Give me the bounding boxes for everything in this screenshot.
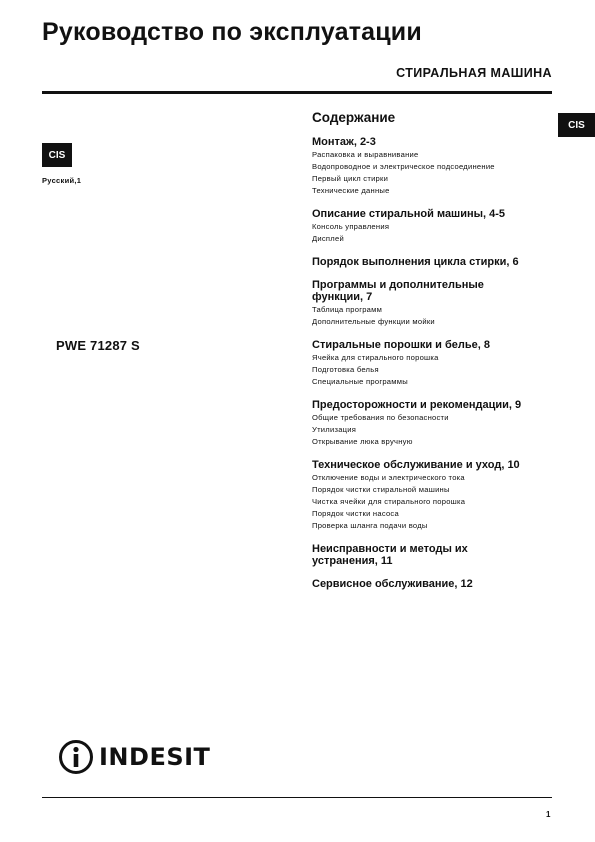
toc-section-title[interactable]: Монтаж, 2-3 bbox=[312, 136, 376, 148]
region-tab: CIS bbox=[558, 113, 595, 137]
toc-subitem[interactable]: Консоль управления bbox=[312, 222, 390, 231]
toc-subitem-list bbox=[312, 352, 562, 388]
table-of-contents bbox=[312, 110, 562, 601]
toc-subitem-list bbox=[312, 221, 562, 245]
toc-section bbox=[312, 459, 562, 532]
footer-divider bbox=[42, 797, 552, 798]
toc-subitem[interactable]: Отключение воды и электрического тока bbox=[312, 473, 465, 482]
toc-sections bbox=[312, 136, 562, 590]
toc-subitem[interactable]: Таблица программ bbox=[312, 305, 383, 314]
toc-subitem-list bbox=[312, 412, 562, 448]
toc-section bbox=[312, 136, 562, 197]
toc-section bbox=[312, 279, 562, 328]
toc-section-title[interactable]: Программы и дополнительные функции, 7 bbox=[312, 279, 484, 303]
toc-heading: Содержание bbox=[312, 110, 396, 125]
page-title: Руководство по эксплуатации bbox=[42, 18, 422, 46]
brand-name: INDESIT bbox=[99, 743, 211, 771]
toc-subitem-list bbox=[312, 304, 562, 328]
toc-subitem[interactable]: Чистка ячейки для стирального порошка bbox=[312, 497, 466, 506]
toc-subitem[interactable]: Дополнительные функции мойки bbox=[312, 317, 435, 326]
toc-subitem[interactable]: Распаковка и выравнивание bbox=[312, 150, 419, 159]
toc-section bbox=[312, 256, 562, 268]
toc-section bbox=[312, 578, 562, 590]
language-label: Русский,1 bbox=[42, 176, 82, 185]
toc-section bbox=[312, 208, 562, 245]
toc-subitem-list bbox=[312, 149, 562, 197]
toc-subitem[interactable]: Дисплей bbox=[312, 234, 344, 243]
toc-subitem[interactable]: Порядок чистки насоса bbox=[312, 509, 399, 518]
toc-subitem-list bbox=[312, 472, 562, 532]
toc-subitem[interactable]: Подготовка белья bbox=[312, 365, 379, 374]
toc-section-title[interactable]: Предосторожности и рекомендации, 9 bbox=[312, 399, 522, 411]
toc-section-title[interactable]: Порядок выполнения цикла стирки, 6 bbox=[312, 256, 519, 268]
toc-section bbox=[312, 339, 562, 388]
toc-section bbox=[312, 543, 562, 567]
indesit-logo-icon bbox=[58, 739, 94, 775]
toc-section-title[interactable]: Сервисное обслуживание, 12 bbox=[312, 578, 473, 590]
brand-logo bbox=[58, 739, 210, 775]
page-subtitle: СТИРАЛЬНАЯ МАШИНА bbox=[396, 66, 552, 80]
page-number: 1 bbox=[546, 810, 551, 819]
toc-subitem[interactable]: Открывание люка вручную bbox=[312, 437, 413, 446]
toc-section-title[interactable]: Описание стиральной машины, 4-5 bbox=[312, 208, 506, 220]
toc-subitem[interactable]: Водопроводное и электрическое подсоединение bbox=[312, 162, 495, 171]
toc-section-title[interactable]: Стиральные порошки и белье, 8 bbox=[312, 339, 491, 351]
toc-subitem[interactable]: Утилизация bbox=[312, 425, 357, 434]
header-divider bbox=[42, 91, 552, 94]
toc-section bbox=[312, 399, 562, 448]
model-number: PWE 71287 S bbox=[56, 338, 140, 353]
toc-subitem[interactable]: Порядок чистки стиральной машины bbox=[312, 485, 450, 494]
toc-subitem[interactable]: Ячейка для стирального порошка bbox=[312, 353, 439, 362]
toc-subitem[interactable]: Специальные программы bbox=[312, 377, 408, 386]
toc-section-title[interactable]: Техническое обслуживание и уход, 10 bbox=[312, 459, 520, 471]
toc-section-title[interactable]: Неисправности и методы их устранения, 11 bbox=[312, 543, 468, 567]
toc-subitem[interactable]: Общие требования по безопасности bbox=[312, 413, 449, 422]
toc-subitem[interactable]: Первый цикл стирки bbox=[312, 174, 389, 183]
toc-subitem[interactable]: Технические данные bbox=[312, 186, 390, 195]
toc-subitem[interactable]: Проверка шланга подачи воды bbox=[312, 521, 428, 530]
region-badge: CIS bbox=[42, 143, 72, 167]
